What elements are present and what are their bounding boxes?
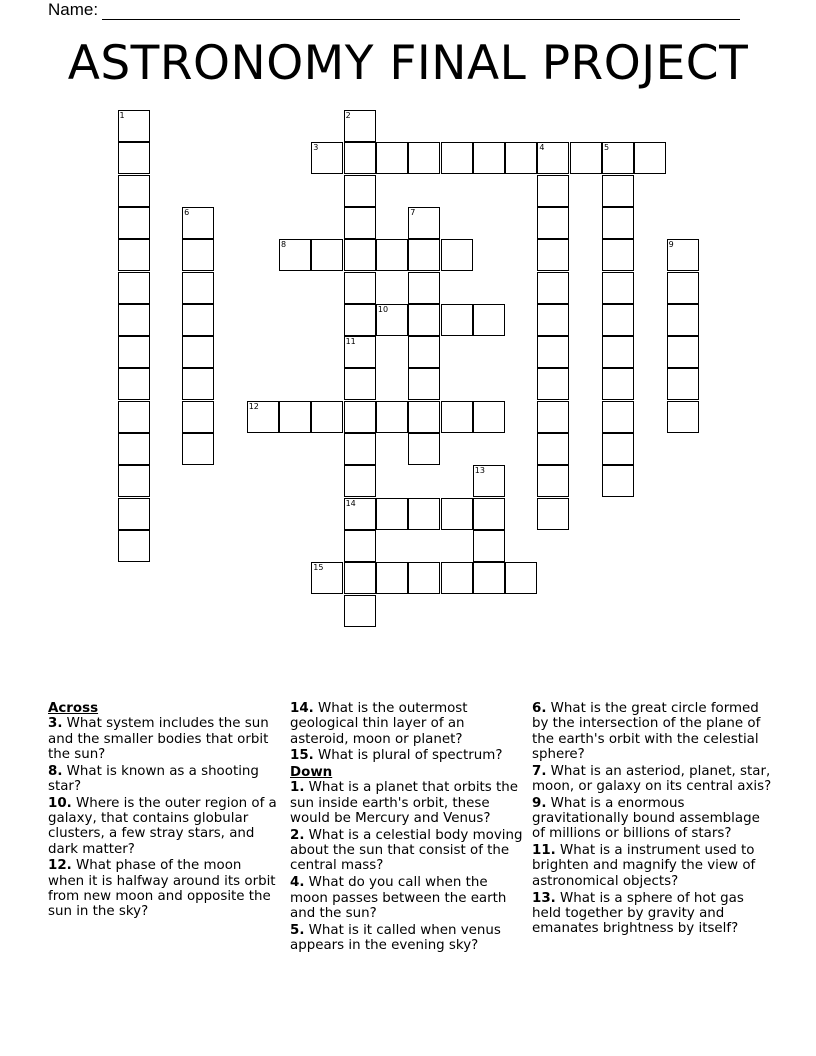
clue-number: 6	[184, 207, 190, 217]
crossword-cell[interactable]	[473, 530, 505, 562]
crossword-cell[interactable]	[344, 304, 376, 336]
clue-number: 9	[668, 240, 674, 250]
crossword-cell[interactable]	[473, 142, 505, 174]
crossword-cell[interactable]	[408, 498, 440, 530]
crossword-cell[interactable]	[408, 272, 440, 304]
clue-number: 11	[345, 337, 356, 347]
clue-number: 15	[313, 563, 324, 573]
clue-down-4: 4. What do you call when the moon passes between the earth and the sun?	[290, 875, 507, 921]
crossword-cell[interactable]	[473, 498, 505, 530]
crossword-cell[interactable]	[118, 336, 150, 368]
crossword-cell[interactable]	[537, 239, 569, 271]
clue-down-9: 9. What is a enormous gravitationally bound assemblage of millions or billions of stars?	[532, 795, 760, 842]
crossword-cell[interactable]	[408, 401, 440, 433]
crossword-cell[interactable]	[311, 142, 343, 174]
crossword-cell[interactable]	[344, 272, 376, 304]
crossword-cell[interactable]	[376, 401, 408, 433]
crossword-cell[interactable]	[118, 465, 150, 497]
crossword-cell[interactable]	[118, 272, 150, 304]
crossword-cell[interactable]	[311, 401, 343, 433]
crossword-cell[interactable]	[505, 562, 537, 594]
crossword-cell[interactable]	[408, 207, 440, 239]
clue-across-10: 10. Where is the outer region of a galaxy, that contains globular clusters, a few stray stars, and dark matter?	[48, 795, 277, 857]
page-title: ASTRONOMY FINAL PROJECT	[67, 36, 749, 91]
crossword-cell[interactable]	[441, 401, 473, 433]
crossword-cell[interactable]	[408, 368, 440, 400]
crossword-cell[interactable]	[408, 239, 440, 271]
crossword-cell[interactable]	[441, 562, 473, 594]
crossword-cell[interactable]	[408, 142, 440, 174]
crossword-cell[interactable]	[344, 175, 376, 207]
crossword-cell[interactable]	[441, 239, 473, 271]
clue-down-11: 11. What is a instrument used to brighten and magnify the view of astronomical objects?	[532, 843, 756, 889]
crossword-cell[interactable]	[376, 239, 408, 271]
crossword-cell[interactable]	[602, 207, 634, 239]
crossword-cell[interactable]	[473, 465, 505, 497]
crossword-cell[interactable]	[537, 142, 569, 174]
crossword-cell[interactable]	[344, 433, 376, 465]
clue-number: 3	[313, 143, 319, 153]
crossword-cell[interactable]	[667, 336, 699, 368]
crossword-cell[interactable]	[182, 336, 214, 368]
crossword-cell[interactable]	[311, 239, 343, 271]
crossword-cell[interactable]	[344, 498, 376, 530]
clue-down-5: 5. What is it called when venus appears in the evening sky?	[290, 922, 501, 953]
crossword-cell[interactable]	[344, 142, 376, 174]
crossword-cell[interactable]	[602, 401, 634, 433]
crossword-cell[interactable]	[537, 207, 569, 239]
crossword-cell[interactable]	[667, 304, 699, 336]
crossword-cell[interactable]	[376, 142, 408, 174]
clue-across-3: 3. What system includes the sun and the smaller bodies that orbit the sun?	[48, 716, 269, 762]
crossword-cell[interactable]	[602, 175, 634, 207]
crossword-cell[interactable]	[537, 368, 569, 400]
crossword-cell[interactable]	[311, 562, 343, 594]
crossword-cell[interactable]	[182, 401, 214, 433]
clue-number: 13	[474, 466, 485, 476]
crossword-cell[interactable]	[602, 304, 634, 336]
crossword-cell[interactable]	[441, 142, 473, 174]
crossword-cell[interactable]	[634, 142, 666, 174]
crossword-cell[interactable]	[344, 110, 376, 142]
crossword-cell[interactable]	[602, 336, 634, 368]
clues-column-2	[290, 701, 526, 955]
crossword-cell[interactable]	[118, 207, 150, 239]
crossword-cell[interactable]	[602, 433, 634, 465]
clue-down-6: 6. What is the great circle formed by the intersection of the plane of the earth's orbit with the celestial sphere?	[532, 701, 761, 762]
crossword-cell[interactable]	[441, 304, 473, 336]
crossword-cell[interactable]	[537, 175, 569, 207]
crossword-cell[interactable]	[182, 239, 214, 271]
crossword-cell[interactable]	[344, 465, 376, 497]
crossword-cell[interactable]	[667, 272, 699, 304]
crossword-cell[interactable]	[344, 401, 376, 433]
across-heading: Across	[48, 701, 99, 716]
crossword-cell[interactable]	[118, 142, 150, 174]
crossword-cell[interactable]	[344, 336, 376, 368]
crossword-cell[interactable]	[667, 239, 699, 271]
crossword-cell[interactable]	[118, 239, 150, 271]
crossword-cell[interactable]	[537, 433, 569, 465]
crossword-cell[interactable]	[505, 142, 537, 174]
clue-down-7: 7. What is an asteriod, planet, star, moon, or galaxy on its central axis?	[532, 763, 772, 794]
crossword-cell[interactable]	[408, 562, 440, 594]
crossword-cell[interactable]	[537, 336, 569, 368]
crossword-cell[interactable]	[602, 368, 634, 400]
clue-number: 12	[248, 401, 259, 411]
crossword-cell[interactable]	[376, 304, 408, 336]
crossword-cell[interactable]	[602, 272, 634, 304]
crossword-cell[interactable]	[537, 498, 569, 530]
crossword-cell[interactable]	[279, 401, 311, 433]
clue-down-2: 2. What is a celestial body moving about the sun that consist of the central mass?	[290, 827, 523, 874]
crossword-cell[interactable]	[118, 368, 150, 400]
crossword-cell[interactable]	[602, 142, 634, 174]
crossword-cell[interactable]	[537, 304, 569, 336]
clue-number: 2	[345, 111, 351, 120]
crossword-cell[interactable]	[473, 401, 505, 433]
crossword-cell[interactable]	[602, 465, 634, 497]
clue-number: 14	[345, 498, 356, 508]
crossword-cell[interactable]	[537, 272, 569, 304]
crossword-cell[interactable]	[344, 595, 376, 627]
crossword-cell[interactable]	[376, 562, 408, 594]
clue-number: 5	[604, 143, 610, 153]
crossword-cell[interactable]	[408, 336, 440, 368]
clue-across-14: 14. What is the outermost geological thin layer of an asteroid, moon or planet?	[290, 701, 468, 747]
crossword-cell[interactable]	[118, 110, 150, 142]
clue-number: 8	[281, 240, 287, 250]
crossword-cell[interactable]	[602, 239, 634, 271]
crossword-cell[interactable]	[118, 498, 150, 530]
crossword-cell[interactable]	[537, 465, 569, 497]
crossword-cell[interactable]	[182, 207, 214, 239]
crossword-cell[interactable]	[408, 304, 440, 336]
clue-across-15: 15. What is plural of spectrum?	[290, 748, 503, 764]
clue-down-1: 1. What is a planet that orbits the sun inside earth's orbit, these would be Mercury and Venus?	[290, 780, 519, 827]
crossword-cell[interactable]	[279, 239, 311, 271]
crossword-cell[interactable]	[376, 498, 408, 530]
clue-number: 1	[119, 111, 125, 120]
crossword-cell[interactable]	[118, 175, 150, 207]
crossword-cell[interactable]	[344, 562, 376, 594]
crossword-cell[interactable]	[667, 368, 699, 400]
crossword-cell[interactable]	[182, 433, 214, 465]
crossword-cell[interactable]	[118, 304, 150, 336]
clue-down-13: 13. What is a sphere of hot gas held together by gravity and emanates brightness by itself?	[532, 890, 744, 937]
crossword-cell[interactable]	[247, 401, 279, 433]
clue-number: 10	[377, 304, 389, 314]
crossword-cell[interactable]	[667, 401, 699, 433]
clue-number: 4	[539, 143, 545, 153]
crossword-cell[interactable]	[344, 530, 376, 562]
crossword-cell[interactable]	[118, 401, 150, 433]
crossword-cell[interactable]	[408, 433, 440, 465]
crossword-cell[interactable]	[344, 368, 376, 400]
down-heading: Down	[290, 765, 333, 781]
crossword-cell[interactable]	[473, 304, 505, 336]
crossword-cell[interactable]	[344, 207, 376, 239]
crossword-cell[interactable]	[473, 562, 505, 594]
crossword-cell[interactable]	[537, 401, 569, 433]
crossword-cell[interactable]	[441, 498, 473, 530]
crossword-cell[interactable]	[118, 530, 150, 562]
crossword-cell[interactable]	[182, 304, 214, 336]
name-label: Name:	[48, 0, 99, 19]
crossword-cell[interactable]	[182, 368, 214, 400]
crossword-cell[interactable]	[570, 142, 602, 174]
crossword-cell[interactable]	[118, 433, 150, 465]
clue-across-12: 12. What phase of the moon when it is halfway around its orbit from new moon and opposite the sun in the sky?	[48, 858, 276, 920]
clues-column-3	[532, 701, 772, 938]
crossword-cell[interactable]	[344, 239, 376, 271]
clue-number: 7	[410, 207, 416, 217]
clues-column-1	[48, 701, 280, 921]
clue-across-8: 8. What is known as a shooting star?	[48, 763, 259, 794]
crossword-cell[interactable]	[182, 272, 214, 304]
